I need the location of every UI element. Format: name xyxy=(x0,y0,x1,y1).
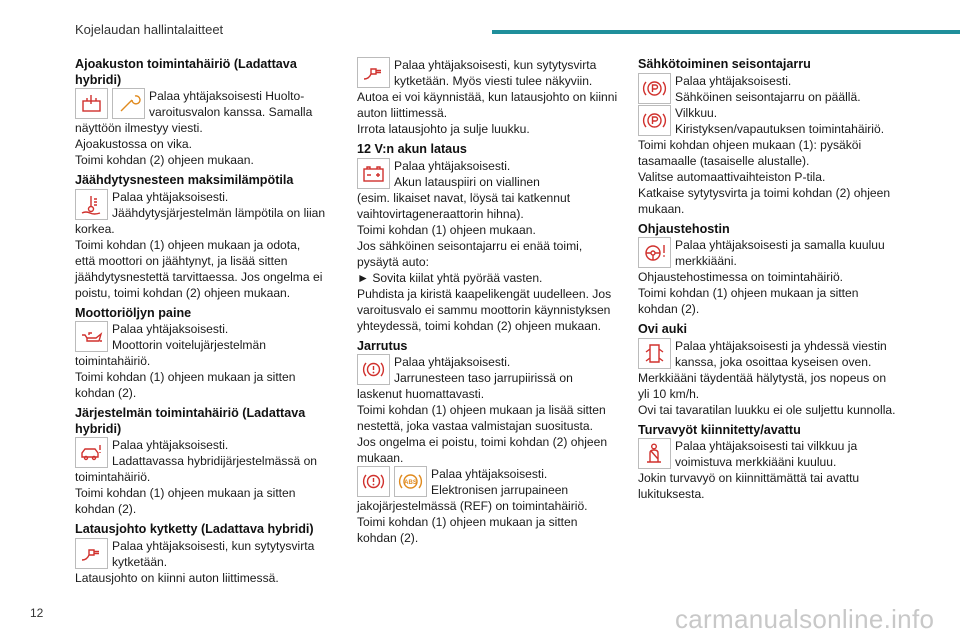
brake-warning-icon xyxy=(357,466,390,497)
text-line: Jäähdytysjärjestelmän lämpötila on liian xyxy=(112,205,326,220)
section-hybrid-system-fault xyxy=(75,406,343,517)
text-line: Palaa yhtäjaksoisesti ja samalla kuuluu xyxy=(675,238,885,252)
text-line: Katkaise sytytysvirta ja toimi kohdan (2) ohjeen xyxy=(638,185,891,200)
section-title: hybridi) xyxy=(75,421,122,436)
text-line: Toimi kohdan (1) ohjeen mukaan ja lisää sitten xyxy=(357,403,606,417)
watermark: carmanualsonline.info xyxy=(675,604,935,634)
section-title: 12 V:n akun lataus xyxy=(357,142,467,156)
page-header-title: Kojelaudan hallintalaitteet xyxy=(75,22,224,37)
section-title: Ajoakuston toimintahäiriö (Ladattava xyxy=(75,57,297,71)
text-line: Vilkkuu. xyxy=(675,105,718,120)
text-line: Toimi kohdan (1) ohjeen mukaan. xyxy=(357,222,536,237)
text-line: Kiristyksen/vapautuksen toimintahäiriö. xyxy=(675,121,885,136)
parking-brake-icon xyxy=(638,105,671,136)
text-line: Ovi tai tavaratilan luukku ei ole suljettu kunnolla. xyxy=(638,402,896,417)
text-line: Palaa yhtäjaksoisesti. xyxy=(394,355,511,369)
text-line: Palaa yhtäjaksoisesti. xyxy=(112,438,229,452)
icon-row xyxy=(357,466,625,498)
text-line: Palaa yhtäjaksoisesti. xyxy=(431,467,548,481)
section-title: Moottoriöljyn paine xyxy=(75,305,192,320)
text-line: Palaa yhtäjaksoisesti, kun sytytysvirta xyxy=(112,538,315,553)
page-number: 12 xyxy=(30,606,44,620)
text-line: tasamaalle (tasaiselle alustalle). xyxy=(638,153,810,168)
section-charging-cable-cont xyxy=(357,57,625,137)
battery-warning-icon xyxy=(75,88,108,119)
text-line: vaihtovirtageneraattorin hihna). xyxy=(357,206,524,221)
parking-brake-icon xyxy=(638,73,671,104)
text-line: Toimi kohdan (1) ohjeen mukaan ja sitten xyxy=(75,370,296,384)
icon-row xyxy=(638,438,906,470)
section-door-open xyxy=(638,322,906,418)
section-title: Sähkötoiminen seisontajarru xyxy=(638,57,811,71)
text-line: merkkiääni. xyxy=(675,254,737,268)
section-title: Turvavyöt kiinnitetty/avattu xyxy=(638,422,801,437)
text-line: kohdan (2). xyxy=(75,502,137,516)
text-line: kohdan (2). xyxy=(638,302,700,316)
text-line: Toimi kohdan (1) ohjeen mukaan ja sitten xyxy=(75,486,296,500)
text-line: Toimi kohdan (2) ohjeen mukaan. xyxy=(75,153,254,167)
text-line: Palaa yhtäjaksoisesti. xyxy=(394,158,511,173)
text-line: voimistuva merkkiääni kuuluu. xyxy=(675,455,837,469)
text-line: Ohjaustehostimessa on toimintahäiriö. xyxy=(638,270,844,284)
brake-warning-icon xyxy=(357,354,390,385)
section-seat-belts xyxy=(638,423,906,503)
section-charging-cable xyxy=(75,522,343,586)
text-line: Elektronisen jarrupaineen xyxy=(431,483,569,497)
text-line: Jos ongelma ei poistu, toimi kohdan (2) ohjeen xyxy=(357,435,608,449)
column-1 xyxy=(75,57,343,591)
section-electric-parking-brake xyxy=(638,57,906,217)
text-line: Palaa yhtäjaksoisesti ja yhdessä viestin xyxy=(675,338,887,353)
text-line: Palaa yhtäjaksoisesti. xyxy=(675,73,792,88)
section-title: Jäähdytysnesteen maksimilämpötila xyxy=(75,173,294,187)
text-line: näyttöön ilmestyy viesti. xyxy=(75,121,203,135)
section-powertrain-fault xyxy=(75,57,343,168)
text-line: toimintahäiriö. xyxy=(75,354,151,368)
column-3 xyxy=(638,57,906,507)
section-title: Jarrutus xyxy=(357,338,408,353)
text-line: jakojärjestelmässä (REF) on toimintahäiriö. xyxy=(357,499,588,513)
text-line: mukaan. xyxy=(357,451,404,465)
text-line: Palaa yhtäjaksoisesti tai vilkkuu ja xyxy=(675,439,858,453)
text-line: laskenut huomattavasti. xyxy=(357,387,485,401)
text-line: varoitusvalo ei sammu moottorin käynnistyksen xyxy=(357,302,611,317)
section-title: Ohjaustehostin xyxy=(638,221,730,236)
section-12v-battery xyxy=(357,142,625,334)
text-line: Ajoakustossa on vika. xyxy=(75,137,192,151)
icon-row xyxy=(357,158,625,190)
text-line: pysäytä auto: xyxy=(357,254,429,269)
text-line: Irrota latausjohto ja sulje luukku. xyxy=(357,122,530,136)
text-line: Sähköinen seisontajarru on päällä. xyxy=(675,89,861,104)
text-line: mukaan. xyxy=(638,201,685,216)
text-line: Toimi kohdan (1) ohjeen mukaan ja sitten xyxy=(357,515,578,529)
text-line: auton liittimessä. xyxy=(357,106,448,120)
icon-row xyxy=(75,437,343,469)
hybrid-car-warning-icon xyxy=(75,437,108,468)
icon-row xyxy=(75,189,343,221)
icon-row xyxy=(75,538,343,570)
text-line: yli 10 km/h. xyxy=(638,386,700,401)
icon-row xyxy=(638,338,906,370)
coolant-temperature-icon xyxy=(75,189,108,220)
icon-row xyxy=(638,73,906,105)
steering-wheel-warning-icon xyxy=(638,237,671,268)
battery-icon xyxy=(357,158,390,189)
seat-belt-icon xyxy=(638,438,671,469)
text-line: Toimi kohdan (1) ohjeen mukaan ja odota, xyxy=(75,237,301,252)
icon-row xyxy=(638,105,906,137)
text-line: Latausjohto on kiinni auton liittimessä. xyxy=(75,570,279,585)
text-line: Merkkiääni täydentää hälytystä, jos nopeus on xyxy=(638,370,887,385)
icon-row xyxy=(638,237,906,269)
text-line: kytketään. xyxy=(112,554,168,569)
text-line: Autoa ei voi käynnistää, kun latausjohto on kiinni xyxy=(357,90,618,104)
text-line: Akun latauspiiri on viallinen xyxy=(394,174,540,189)
text-line: Puhdista ja kiristä kaapelikengät uudelleen. Jos xyxy=(357,286,612,301)
text-line: Ladattavassa hybridijärjestelmässä on xyxy=(112,454,318,468)
text-line: kanssa, joka osoittaa kyseisen oven. xyxy=(675,354,872,369)
wrench-icon xyxy=(112,88,145,119)
abs-icon xyxy=(394,466,427,497)
text-line: varoitusvalon kanssa. Samalla xyxy=(149,105,313,119)
text-line: Jokin turvavyö on kiinnittämättä tai avattu xyxy=(638,471,860,485)
text-line: Palaa yhtäjaksoisesti. xyxy=(112,189,229,204)
text-line: Valitse automaattivaihteiston P-tila. xyxy=(638,169,826,184)
text-line: Palaa yhtäjaksoisesti. xyxy=(112,322,229,336)
text-line: Jarrunesteen taso jarrupiirissä on xyxy=(394,371,573,385)
text-line: Palaa yhtäjaksoisesti Huolto- xyxy=(149,89,305,103)
text-line: toimintahäiriö. xyxy=(75,470,151,484)
door-open-icon xyxy=(638,338,671,369)
section-title: Järjestelmän toimintahäiriö (Ladattava xyxy=(75,406,306,420)
text-line: ► Sovita kiilat yhtä pyörää vasten. xyxy=(357,270,543,285)
text-line: yhteydessä, toimi kohdan (2) ohjeen mukaan. xyxy=(357,318,602,333)
text-line: nestettä, joka vastaa valmistajan suositusta. xyxy=(357,419,593,433)
text-line: Toimi kohdan ohjeen mukaan (1): pysäköi xyxy=(638,137,862,152)
charging-plug-icon xyxy=(357,57,390,88)
text-line: lukituksesta. xyxy=(638,487,705,501)
text-line: (esim. likaiset navat, löysä tai katkennut xyxy=(357,190,571,205)
icon-row xyxy=(75,321,343,353)
text-line: kohdan (2). xyxy=(75,386,137,400)
section-coolant-temperature xyxy=(75,173,343,301)
section-title: Ovi auki xyxy=(638,322,687,336)
text-line: poistu, toimi kohdan (2) ohjeen mukaan. xyxy=(75,285,291,300)
text-line: Toimi kohdan (1) ohjeen mukaan ja sitten xyxy=(638,286,859,300)
section-oil-pressure xyxy=(75,306,343,402)
text-line: kytketään. Myös viesti tulee näkyviin. xyxy=(394,74,593,88)
charging-plug-icon xyxy=(75,538,108,569)
svg-text:ABS: ABS xyxy=(404,480,417,486)
text-line: jäähdytysnestettä tarvittaessa. Jos ongelma ei xyxy=(75,269,323,284)
icon-row xyxy=(75,88,343,120)
column-2 xyxy=(357,57,625,551)
section-title: hybridi) xyxy=(75,72,122,87)
text-line: kohdan (2). xyxy=(357,531,419,545)
text-line: korkea. xyxy=(75,221,115,236)
text-line: Moottorin voitelujärjestelmän xyxy=(112,338,266,352)
icon-row xyxy=(357,57,625,89)
oil-can-icon xyxy=(75,321,108,352)
section-power-steering xyxy=(638,222,906,318)
header-accent-bar xyxy=(492,30,960,34)
text-line: Jos sähköinen seisontajarru ei enää toimi, xyxy=(357,238,583,253)
text-line: että moottori on jäähtynyt, ja lisää sitten xyxy=(75,253,288,268)
section-braking xyxy=(357,339,625,547)
icon-row xyxy=(357,354,625,386)
text-line: Palaa yhtäjaksoisesti, kun sytytysvirta xyxy=(394,58,597,72)
section-title: Latausjohto kytketty (Ladattava hybridi) xyxy=(75,522,314,536)
